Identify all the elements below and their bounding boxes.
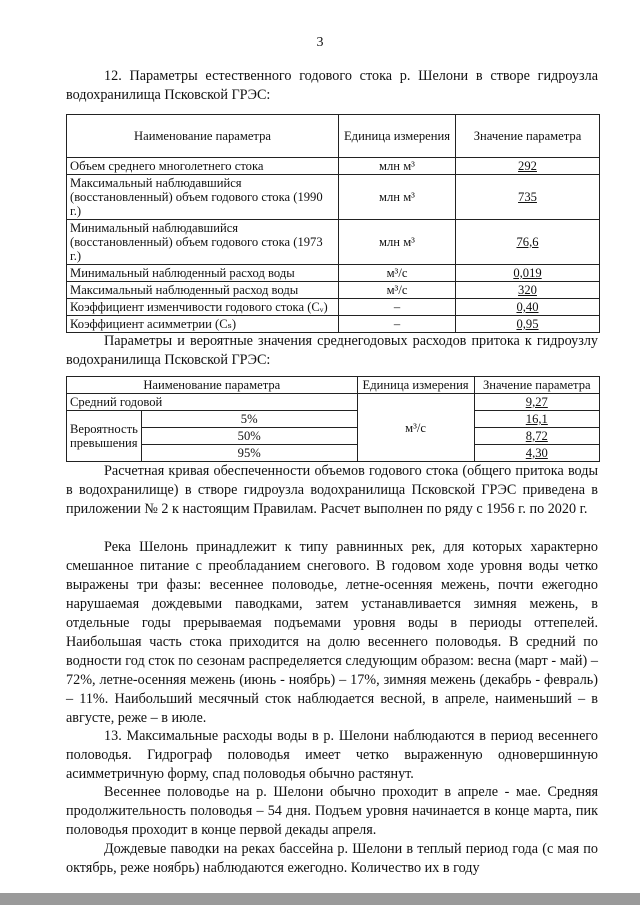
unit-cell: м³/с <box>339 282 456 299</box>
table-row <box>67 158 600 175</box>
table-row <box>67 411 600 428</box>
value-cell: 292 <box>456 158 600 175</box>
column-header: Значение параметра <box>456 115 600 158</box>
table-row <box>67 265 600 282</box>
table-header-row <box>67 115 600 158</box>
table-header-row <box>67 377 600 394</box>
section-13-paragraph: 13. Максимальные расходы воды в р. Шелони наблюдаются в период весеннего половодья. Гидрограф половодья имеет четко выраженную одновершинную асимметричную форму, спад половодья обычно растянут. <box>66 728 598 782</box>
probability-label-cell: Вероятность превышения <box>67 411 142 462</box>
intro-paragraph-2: Параметры и вероятные значения среднегодовых расходов притока к гидроузлу водохранилища Псковской ГРЭС: <box>66 333 598 368</box>
table-row <box>67 299 600 316</box>
paragraph-river-regime: Река Шелонь принадлежит к типу равнинных рек, для которых характерно смешанное питание с преобладанием снегового. В годовом ходе уровня воды четко выражены три фазы: весеннее половодье, летне-осенняя межень, почти ежегодно нарушаемая дождевыми паводками, затем устанавливается зимняя межень, в отдельные годы прерываемая подъемами уровня воды в периоды оттепелей. Наибольшая часть стока приходится на долю весеннего половодья. В средний по водности год сток по сезонам распределяется следующим образом: весна (март - май) – 72%, летне-осенняя межень (июнь - ноябрь) – 17%, зимняя межень (декабрь - февраль) – 11%. Наибольший месячный сток наблюдается весной, в апреле, наименьший – в августе, реже – в июле. <box>66 539 598 726</box>
probability-value-cell: 4,30 <box>474 445 599 462</box>
column-header: Наименование параметра <box>67 377 358 394</box>
parameter-name-cell: Минимальный наблюденный расход воды <box>67 265 339 282</box>
column-header: Наименование параметра <box>67 115 339 158</box>
value-cell: 735 <box>456 175 600 220</box>
unit-cell: м³/с <box>339 265 456 282</box>
column-header: Значение параметра <box>474 377 599 394</box>
section-12-heading: 12. Параметры естественного годового стока р. Шелони в створе гидроузла водохранилища Псковской ГРЭС: <box>66 68 598 103</box>
parameter-name-cell: Максимальный наблюденный расход воды <box>67 282 339 299</box>
parameter-name-cell: Минимальный наблюдавшийся (восстановленный) объем годового стока (1973 г.) <box>67 220 339 265</box>
annual-runoff-table <box>66 114 600 333</box>
value-cell: 0,019 <box>456 265 600 282</box>
parameter-name-cell: Объем среднего многолетнего стока <box>67 158 339 175</box>
value-cell: 0,95 <box>456 316 600 333</box>
unit-cell: млн м³ <box>339 220 456 265</box>
paragraph-curve: Расчетная кривая обеспеченности объемов годового стока (общего притока воды в водохранилище) в створе гидроузла водохранилища Псковской ГРЭС приведена в приложении № 2 к настоящим Правилам. Расчет выполнен по ряду с 1956 г. по 2020 г. <box>66 463 598 517</box>
paragraph-rain-floods: Дождевые паводки на реках бассейна р. Шелони в теплый период года (с мая по октябрь, реже ноябрь) наблюдаются ежегодно. Количество их в году <box>66 841 598 876</box>
value-cell: 76,6 <box>456 220 600 265</box>
avg-value-cell: 9,27 <box>474 394 599 411</box>
parameter-name-cell: Максимальный наблюдавшийся (восстановленный) объем годового стока (1990 г.) <box>67 175 339 220</box>
probability-cell: 95% <box>141 445 357 462</box>
unit-cell: м³/с <box>357 394 474 462</box>
table-row <box>67 445 600 462</box>
value-cell: 320 <box>456 282 600 299</box>
unit-cell: млн м³ <box>339 158 456 175</box>
table-row <box>67 282 600 299</box>
scan-edge <box>0 893 640 905</box>
unit-cell: млн м³ <box>339 175 456 220</box>
inflow-table <box>66 376 600 462</box>
table-row <box>67 175 600 220</box>
probability-cell: 50% <box>141 428 357 445</box>
parameter-name-cell: Коэффициент асимметрии (Cₛ) <box>67 316 339 333</box>
column-header: Единица измерения <box>339 115 456 158</box>
avg-label-cell: Средний годовой <box>67 394 358 411</box>
probability-value-cell: 16,1 <box>474 411 599 428</box>
probability-value-cell: 8,72 <box>474 428 599 445</box>
table-row <box>67 316 600 333</box>
page-number: 3 <box>316 35 324 50</box>
column-header: Единица измерения <box>357 377 474 394</box>
probability-cell: 5% <box>141 411 357 428</box>
paragraph-spring-flood: Весеннее половодье на р. Шелони обычно проходит в апреле - мае. Средняя продолжительность половодья – 54 дня. Подъем уровня начинается в конце марта, пик половодья проходит в конце первой декады апреля. <box>66 784 598 838</box>
table-row <box>67 394 600 411</box>
value-cell: 0,40 <box>456 299 600 316</box>
unit-cell: – <box>339 299 456 316</box>
parameter-name-cell: Коэффициент изменчивости годового стока (Cᵥ) <box>67 299 339 316</box>
table-row <box>67 220 600 265</box>
table-row <box>67 428 600 445</box>
unit-cell: – <box>339 316 456 333</box>
